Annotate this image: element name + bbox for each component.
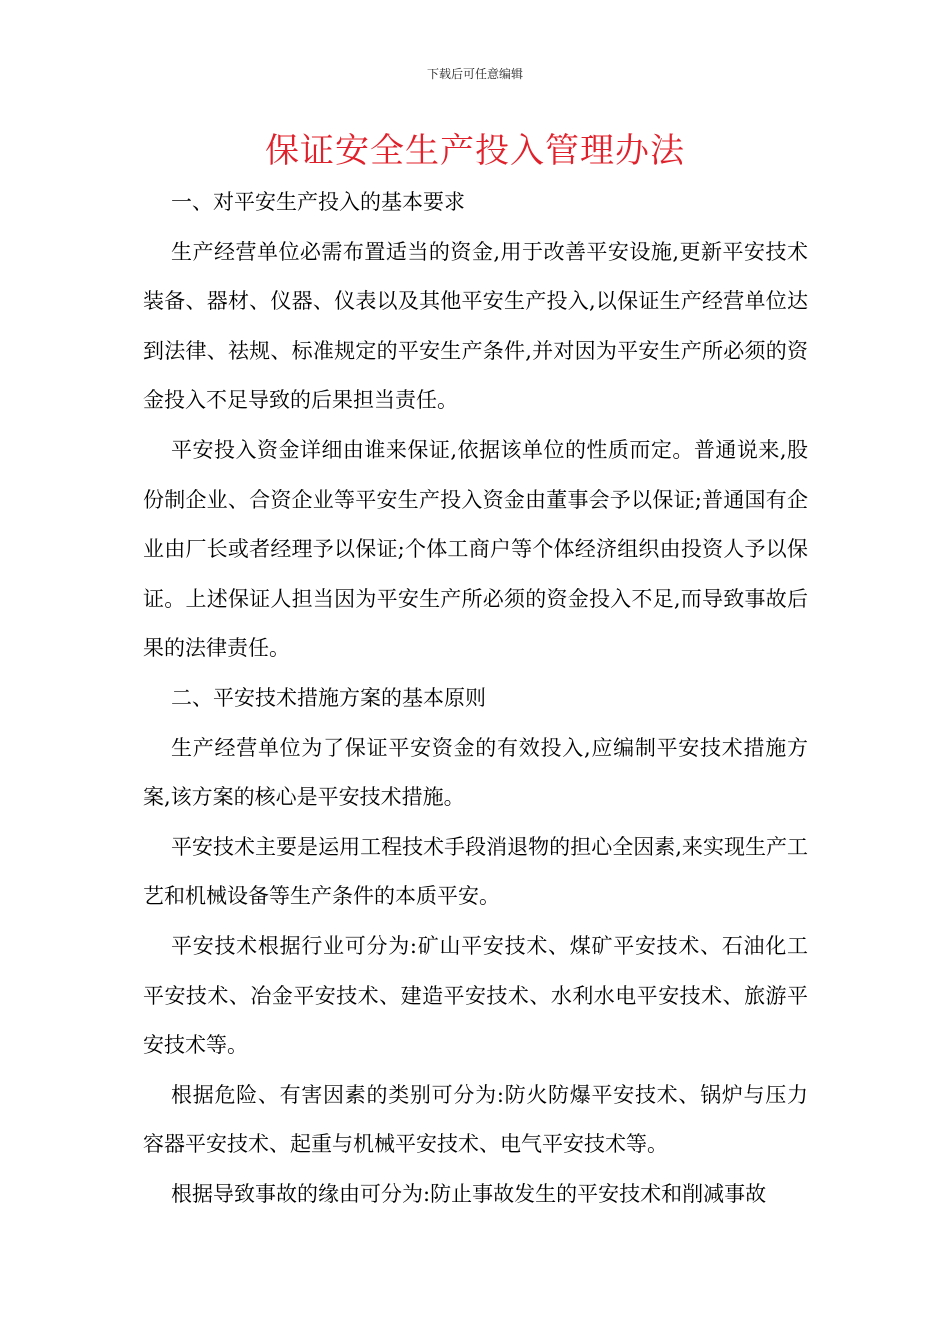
document-body (143, 178, 808, 1219)
document-title: 保证安全生产投入管理办法 (265, 131, 685, 171)
paragraph: 平安技术根据行业可分为:矿山平安技术、煤矿平安技术、石油化工平安技术、冶金平安技术、建造平安技术、水利水电平安技术、旅游平安技术等。 (143, 933, 808, 1058)
paragraph: 生产经营单位为了保证平安资金的有效投入,应编制平安技术措施方案,该方案的核心是平安技术措施。 (143, 735, 808, 810)
section-heading-1: 一、对平安生产投入的基本要求 (171, 190, 465, 214)
section-heading-2: 二、平安技术措施方案的基本原则 (171, 685, 486, 710)
header-note: 下载后可任意编辑 (426, 67, 523, 81)
paragraph: 平安投入资金详细由谁来保证,依据该单位的性质而定。普通说来,股份制企业、合资企业等平安生产投入资金由董事会予以保证;普通国有企业由厂长或者经理予以保证;个体工商户等个体经济组织由投资人予以保证。上述保证人担当因为平安生产所必须的资金投入不足,而导致事故后果的法律责任。 (143, 437, 808, 661)
paragraph: 生产经营单位必需布置适当的资金,用于改善平安设施,更新平安技术装备、器材、仪器、仪表以及其他平安生产投入,以保证生产经营单位达到法律、祛规、标准规定的平安生产条件,并对因为平安生产所必须的资金投入不足导致的后果担当责任。 (143, 239, 808, 413)
paragraph: 平安技术主要是运用工程技术手段消退物的担心全因素,来实现生产工艺和机械设备等生产条件的本质平安。 (143, 834, 808, 909)
paragraph: 根据危险、有害因素的类别可分为:防火防爆平安技术、锅炉与压力容器平安技术、起重与机械平安技术、电气平安技术等。 (143, 1082, 808, 1157)
paragraph: 根据导致事故的缘由可分为:防止事故发生的平安技术和削减事故 (171, 1181, 767, 1206)
